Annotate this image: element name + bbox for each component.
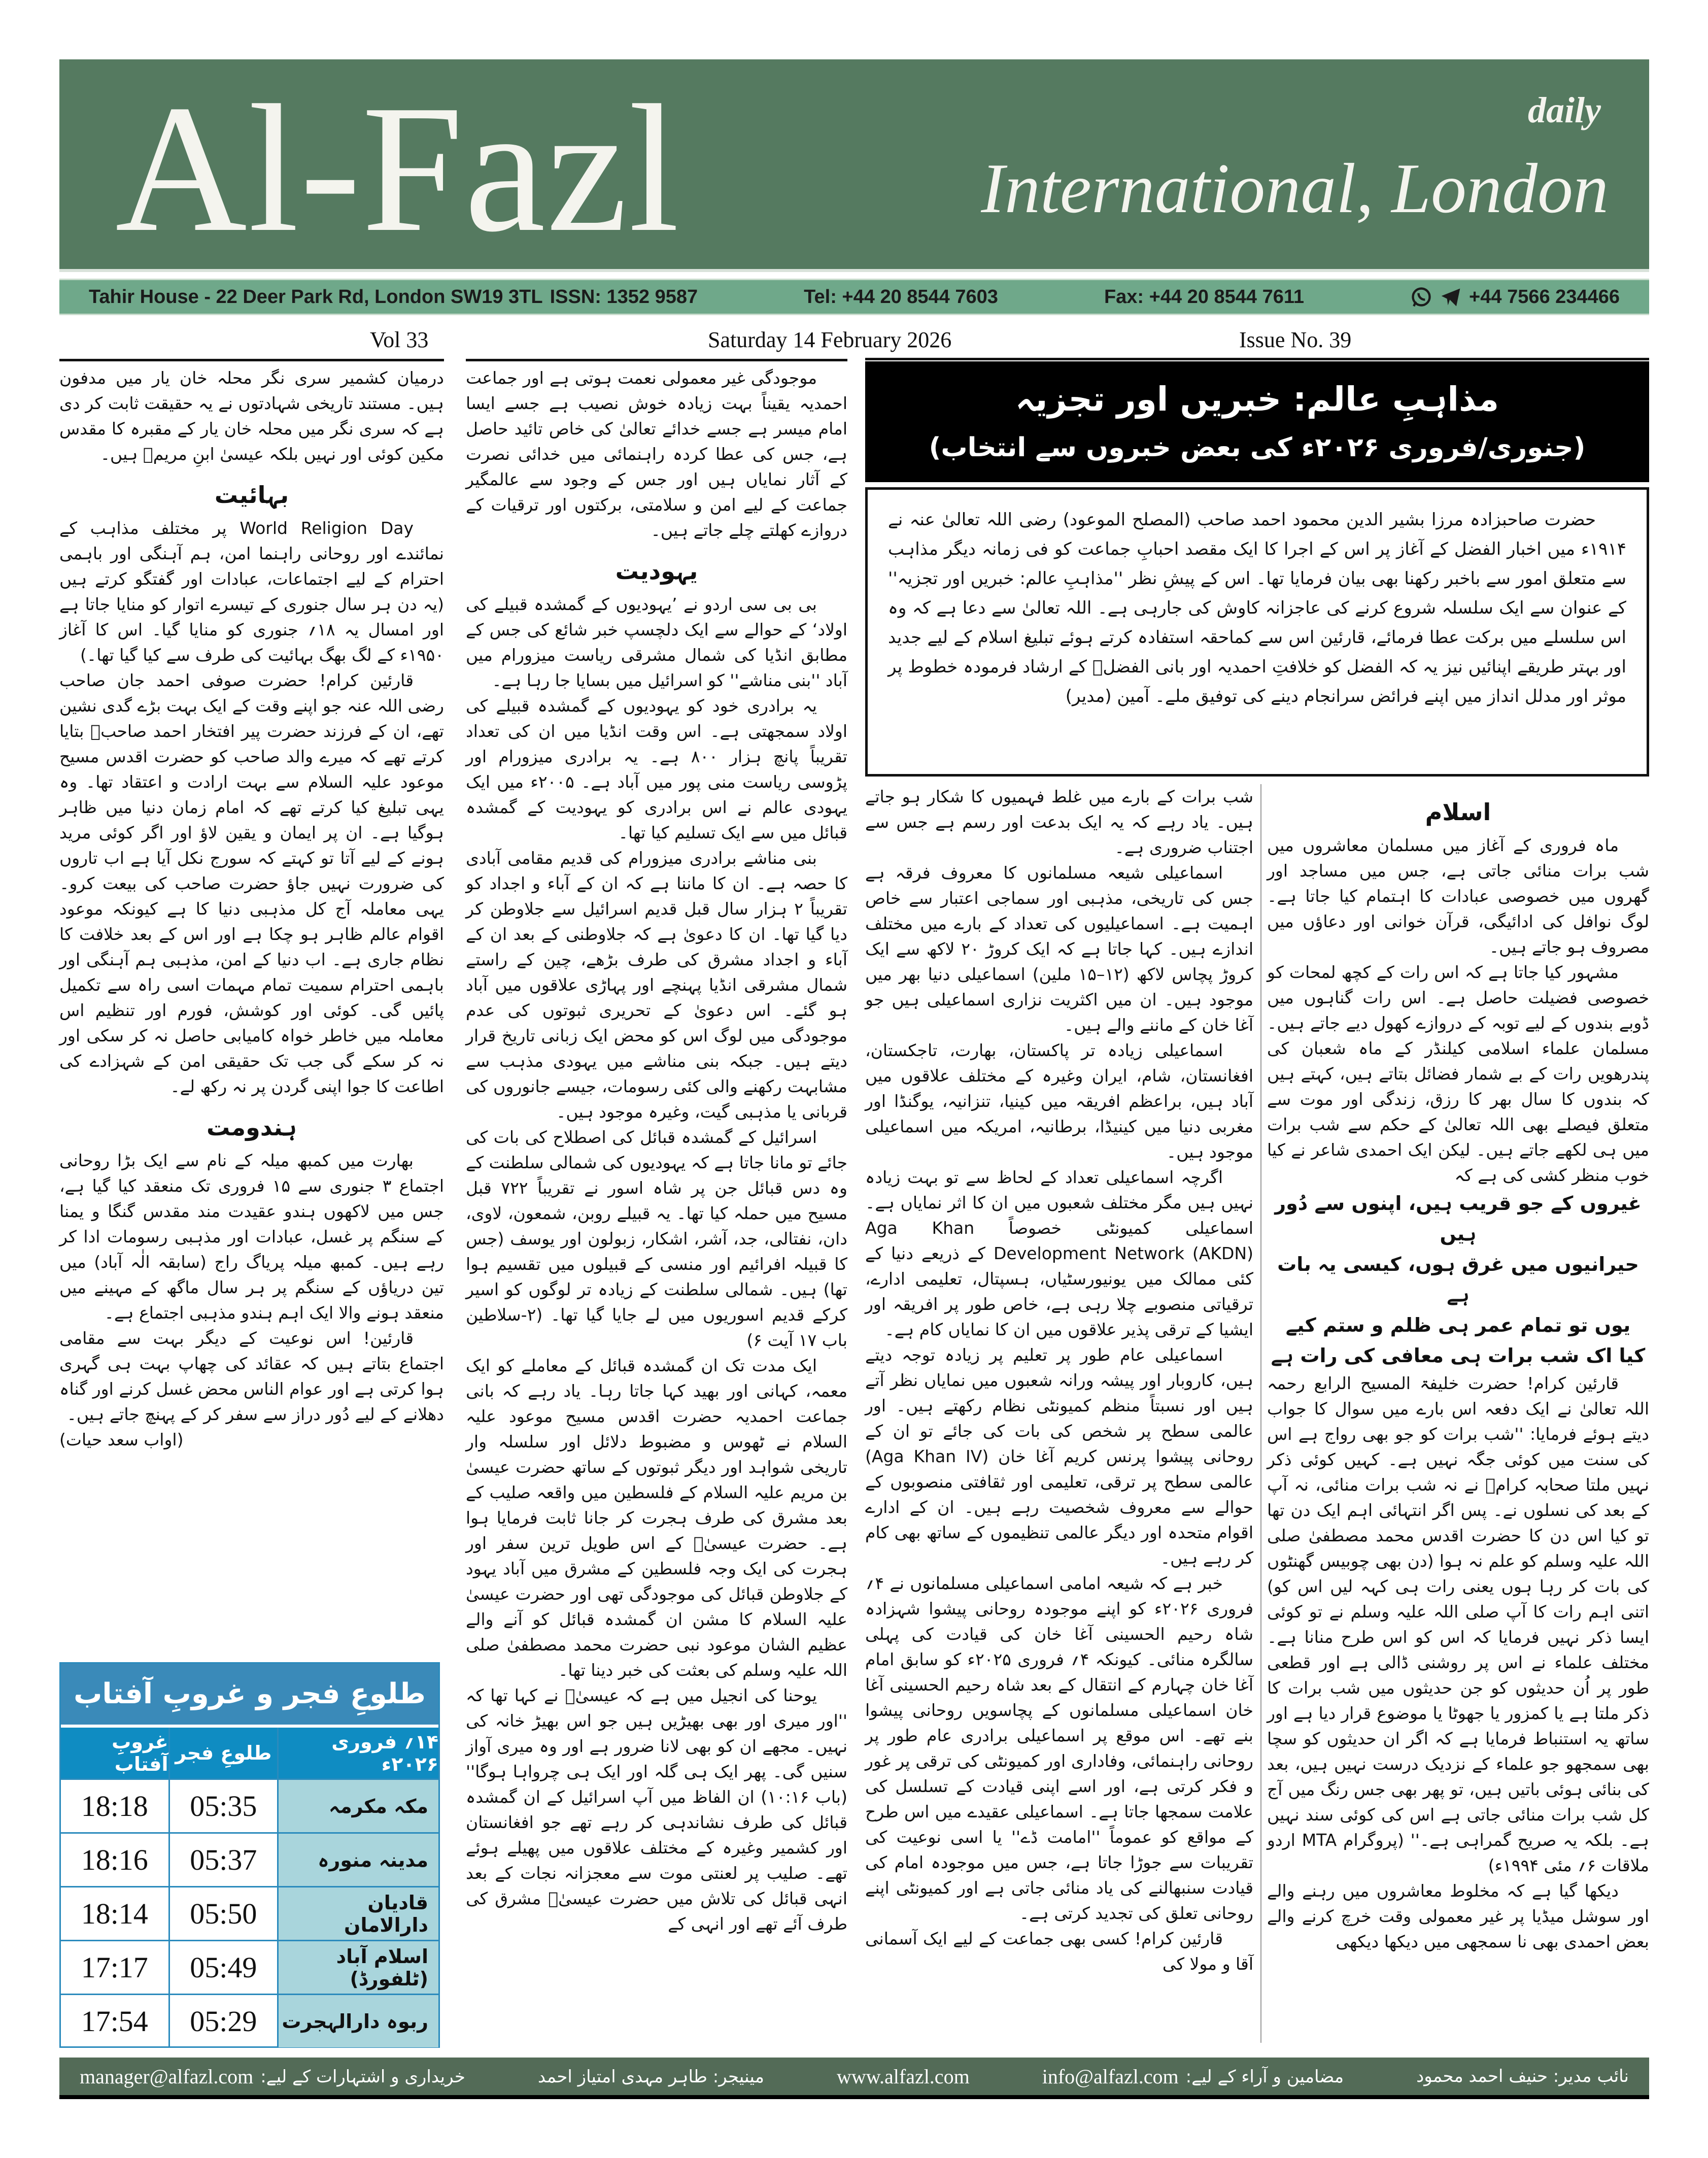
contact-bar — [59, 279, 1649, 315]
timetable-row — [61, 1832, 438, 1886]
city-name: ربوہ دارالہجرت — [277, 1995, 438, 2047]
timetable-row — [61, 1886, 438, 1940]
sunset-time: 18:14 — [81, 1897, 148, 1930]
daily-label: daily — [1528, 90, 1601, 130]
section-subtitle: (جنوری/فروری ۲۰۲۶ء کی بعض خبروں سے انتخاب) — [929, 432, 1586, 463]
article-paragraph: اسماعیلی شیعہ مسلمانوں کا معروف فرقہ ہے جس کی تاریخی، مذہبی اور سماجی اعتبار سے خاص اہمیت ہے۔ اسماعیلیوں کی تعداد کے بارے میں مختلف اندازے ہیں۔ کہا جاتا ہے کہ ایک کروڑ ۲۰ لاکھ سے ایک کروڑ پچاس لاکھ (۱۲–۱۵ ملین) اسماعیلی دنیا بھر میں موجود ہیں۔ ان میں اکثریت نزاری اسماعیلی ہیں جو آغا خان کے ماننے والے ہیں۔ — [865, 863, 1253, 1035]
section-title: مذاہبِ عالم: خبریں اور تجزیہ — [1015, 380, 1499, 419]
manager: مینیجر: طاہر مہدی امتیاز احمد — [537, 2066, 764, 2087]
fajr-time: 05:50 — [168, 1887, 278, 1940]
article-paragraph: بھارت میں کمبھ میلہ کے نام سے ایک بڑا روحانی اجتماع ۳ جنوری سے ۱۵ فروری تک منعقد کیا گیا ہے، جس میں لاکھوں ہندو عقیدت مند مقدس گنگا و یمنا کے سنگم پر غسل، عبادات اور مذہبی رسومات ادا کر رہے ہیں۔ کمبھ میلہ پریاگ راج (سابقہ الٰہ آباد) میں تین دریاؤں کے سنگم پر ہر سال ماگھ کے مہینے میں منعقد ہونے والا ایک اہم ہندو مذہبی اجتماع ہے۔ — [59, 1151, 444, 1323]
fajr-time: 05:29 — [168, 1995, 278, 2047]
timetable-row — [61, 1940, 438, 1994]
verse-line: غیروں کے جو قریب ہیں، اپنوں سے دُور ہیں — [1275, 1192, 1642, 1245]
messaging-contact — [1410, 286, 1620, 308]
mobile-number: +44 7566 234466 — [1469, 286, 1620, 308]
article-paragraph: دیکھا گیا ہے کہ مخلوط معاشروں میں رہنے والے اور سوشل میڈیا پر غیر معمولی وقت خرچ کرنے والے بعض احمدی بھی نا سمجھی میں دیکھا دیکھی — [1267, 1881, 1649, 1951]
city-name: قادیان دارالامان — [277, 1887, 438, 1940]
column-divider — [1260, 784, 1261, 2043]
address — [89, 286, 698, 308]
sunset-time: 17:17 — [81, 1951, 148, 1984]
column-rule — [59, 359, 444, 361]
article-paragraph: قارئین! اس نوعیت کے دیگر بہت سے مقامی اجتماع بتاتے ہیں کہ عقائد کی چھاپ بہت ہی گہری ہوا کرتی ہے اور عوام الناس محض غسل کرنے اور گناہ دھلانے کے لیے دُور دراز سے سفر کر کے پہنچ جاتے ہیں۔ — [59, 1328, 444, 1424]
sunset-time: 18:16 — [81, 1843, 148, 1876]
section-heading: ہندومت — [206, 1114, 297, 1141]
article-paragraph: موجودگی غیر معمولی نعمت ہوتی ہے اور جماعت احمدیہ یقیناً بہت زیادہ خوش نصیب ہے جسے ایسا امام میسر ہے جسے خدائے تعالیٰ کی خاص تائید حاصل ہے، جس کی عطا کردہ راہنمائی میں خدائی نصرت کے آثار نمایاں ہیں اور جس کے وجود سے عالمگیر جماعت کے لیے امن و سلامتی، برکتوں اور ترقیات کے دروازے کھلتے چلے جاتے ہیں۔ — [466, 368, 847, 540]
column-rule — [466, 359, 847, 361]
fajr-time: 05:49 — [168, 1941, 278, 1994]
article-paragraph: قارئین کرام! کسی بھی جماعت کے لیے ایک آسمانی آقا و مولا کی — [865, 1929, 1253, 1974]
masthead — [59, 59, 1649, 272]
articles-label: مضامین و آراء کے لیے: — [1185, 2066, 1344, 2087]
article-paragraph: قارئین کرام! حضرت صوفی احمد جان صاحب رضی اللہ عنہ جو اپنے وقت کے ایک بہت بڑے گدی نشین تھے، ان کے فرزند حضرت پیر افتخار احمد صاحبؓ بتایا کرتے تھے کہ میرے والد صاحب کو حضرت اقدس مسیح موعود علیہ السلام سے بہت ارادت و اعتقاد تھا۔ وہ یہی تبلیغ کیا کرتے تھے کہ امام زمان دنیا میں ظاہر ہوگیا ہے۔ ان پر ایمان و یقین لاؤ اور اگر کوئی مرید ہونے کے لیے آتا تو کہتے کہ سورج نکل آیا ہے اب تاروں کی ضرورت نہیں جاؤ حضرت صاحب کی بیعت کرو۔ یہی معاملہ آج کل مذہبی دنیا کا ہے کیونکہ موعود اقوام عالم ظاہر ہو چکا ہے اور اس کے بعد خلافت کا نظام جاری ہے۔ اب دنیا کے امن، مذہبی ہم آہنگی اور باہمی احترام سمیت تمام مہمات اسی راہ سے تکمیل پائیں گی۔ کوئی اور کوشش، فورم اور تنظیم اس معاملہ میں خاطر خواہ کامیابی حاصل نہ کر سکی اور نہ کر سکے گی جب تک حقیقی امن کے شہزادے کی اطاعت کا جوا اپنی گردن پر نہ رکھ لے۔ — [59, 670, 444, 1096]
header-date: ۱۴؍ فروری ۲۰۲۶ء — [277, 1728, 438, 1778]
telephone: Tel: +44 20 8544 7603 — [804, 286, 998, 308]
address-text: Tahir House - 22 Deer Park Rd, London SW19 3TL — [89, 286, 543, 308]
article-paragraph: یہ برادری خود کو یہودیوں کے گمشدہ قبیلے کی اولاد سمجھتی ہے۔ اس وقت انڈیا میں ان کی تعداد تقریباً پانچ ہزار ۸۰۰ ہے۔ یہ برادری میزورام اور پڑوسی ریاست منی پور میں آباد ہے۔ ۲۰۰۵ء میں ایک یہودی عالم نے اس برادری کو یہودیت کے گمشدہ قبائل میں سے ایک تسلیم کیا تھا۔ — [466, 696, 847, 842]
issn: ISSN: 1352 9587 — [550, 286, 698, 308]
column-1 — [59, 365, 444, 1453]
article-paragraph: یوحنا کی انجیل میں ہے کہ عیسیٰؑ نے کہا تھا کہ ''اور میری اور بھی بھیڑیں ہیں جو اس بھیڑ خانہ کی نہیں۔ مجھے ان کو بھی لانا ضرور ہے اور وہ میری آواز سنیں گی۔ پھر ایک ہی گلہ اور ایک ہی چرواہا ہوگا'' (باب ۱۰:۱۶) ان الفاظ میں آپ اسرائیل کے ان گمشدہ قبائل کی طرف نشاندہی کر رہے تھے جو افغانستان اور کشمیر وغیرہ کے مختلف علاقوں میں پھیلے ہوئے تھے۔ صلیب پر لعنتی موت سے معجزانہ نجات کے بعد انہی قبائل کی تلاش میں حضرت عیسیٰؑ مشرق کی طرف آئے تھے اور انہی کے — [466, 1685, 847, 1934]
fax: Fax: +44 20 8544 7611 — [1104, 286, 1305, 308]
city-name: اسلام آباد (ٹلفورڈ) — [277, 1941, 438, 1994]
footer — [59, 2058, 1649, 2099]
newspaper-logo: Al-Fazl — [115, 67, 680, 269]
byline: (اواب سعد حیات) — [59, 1430, 184, 1449]
column-2 — [466, 365, 847, 1937]
article-paragraph: اسرائیل کے گمشدہ قبائل کی اصطلاح کی بات کی جائے تو مانا جاتا ہے کہ یہودیوں کی شمالی سلطنت کے وہ دس قبائل جن پر شاہ اسور نے تقریباً ۷۲۲ قبل مسیح میں حملہ کیا تھا۔ یہ قبیلے روبن، شمعون، لاوی، دان، نفتالی، جد، آشر، اشکار، زبولون اور یوسف (جس کا قبیلہ افرائیم اور منسی کے قبیلوں میں تقسیم ہوا تھا) ہیں۔ شمالی سلطنت کے زیادہ تر لوگوں کو اسیر کرکے قدیم اسوریوں میں لے جایا گیا تھا۔ (۲-سلاطین باب ۱۷ آیت ۶) — [466, 1127, 847, 1350]
article-paragraph: ایک مدت تک ان گمشدہ قبائل کے معاملے کو ایک معمہ، کہانی اور بھید کہا جاتا رہا۔ یاد رہے کہ بانی جماعت احمدیہ حضرت اقدس مسیح موعود علیہ السلام نے ٹھوس و مضبوط دلائل اور سلسلہ وار تاریخی شواہد اور دیگر ثبوتوں کے ساتھ حضرت عیسیٰ بن مریم علیہ السلام کے فلسطین میں واقعہ صلیب کے بعد مشرق کی طرف ہجرت کر جانا ثابت فرمایا ہوا ہے۔ حضرت عیسیٰؑ کے اس طویل ترین سفر اور ہجرت کی ایک وجہ فلسطین کے مشرق میں آباد یہود کے جلاوطن قبائل کی موجودگی تھی اور حضرت عیسیٰ علیہ السلام کا مشن ان گمشدہ قبائل کو آنے والے عظیم الشان موعود نبی حضرت محمد مصطفیٰ صلی اللہ علیہ وسلم کی بعثت کی خبر دینا تھا۔ — [466, 1356, 847, 1680]
issue-line — [59, 325, 1649, 355]
section-banner — [865, 361, 1649, 482]
article-paragraph: اسماعیلی زیادہ تر پاکستان، بھارت، تاجکستان، افغانستان، شام، ایران وغیرہ کے مختلف علاقوں میں آباد ہیں، براعظم افریقہ میں کینیا، تنزانیہ، یوگنڈا اور مغربی دنیا میں کینیڈا، برطانیہ، امریکہ میں اسماعیلی موجود ہیں۔ — [865, 1040, 1253, 1162]
ads-email[interactable]: manager@alfazl.com — [80, 2065, 254, 2088]
timetable-header — [61, 1728, 438, 1778]
city-name: مکہ مکرمہ — [277, 1780, 438, 1832]
issue-number: Issue No. 39 — [1239, 327, 1352, 352]
fajr-time: 05:37 — [168, 1834, 278, 1886]
section-heading: بہائیت — [214, 481, 289, 509]
header-fajr: طلوعِ فجر — [168, 1728, 278, 1778]
deputy-editor: نائب مدیر: حنیف احمد محمود — [1416, 2066, 1629, 2086]
article-paragraph: خبر ہے کہ شیعہ امامی اسماعیلی مسلمانوں نے ۴؍ فروری ۲۰۲۶ء کو اپنے موجودہ روحانی پیشوا شہزادہ شاہ رحیم الحسینی آغا خان کی قیادت کی پہلی سالگرہ منائی۔ کیونکہ ۴؍ فروری ۲۰۲۵ء کو سابق امام آغا خان چہارم کے انتقال کے بعد شاہ رحیم الحسینی آغا خان اسماعیلی مسلمانوں کے پچاسویں روحانی پیشوا بنے تھے۔ اس موقع پر اسماعیلی برادری عام طور پر روحانی راہنمائی، وفاداری اور کمیونٹی کی ترقی پر غور و فکر کرتی ہے، اور اسے اپنی قیادت کے تسلسل کی علامت سمجھا جاتا ہے۔ اسماعیلی عقیدے میں اس طرح کے مواقع کو عموماً ''امامت ڈے'' یا اسی نوعیت کی تقریبات سے جوڑا جاتا ہے، جس میں موجودہ امام کی قیادت سنبھالنے کی یاد منائی جاتی ہے اور کمیونٹی اپنے روحانی تعلق کی تجدید کرتی ہے۔ — [865, 1573, 1253, 1923]
timetable-title: طلوعِ فجر و غروبِ آفتاب — [61, 1664, 438, 1728]
verse-line: کیا اک شب برات ہی معافی کی رات ہے — [1271, 1344, 1646, 1367]
website-link[interactable]: www.alfazl.com — [836, 2065, 970, 2088]
section-heading: یہودیت — [615, 557, 698, 585]
timetable-row — [61, 1994, 438, 2047]
ads-label: خریداری و اشتہارات کے لیے: — [260, 2066, 465, 2087]
fajr-time: 05:35 — [168, 1780, 278, 1832]
article-paragraph: شب برات کے بارے میں غلط فہمیوں کا شکار ہو جاتے ہیں۔ یاد رہے کہ یہ ایک بدعت اور رسم ہے جس سے اجتناب ضروری ہے۔ — [865, 787, 1253, 857]
volume: Vol 33 — [370, 327, 429, 352]
timetable-body — [61, 1778, 438, 2047]
article-paragraph: اگرچہ اسماعیلی تعداد کے لحاظ سے تو بہت زیادہ نہیں ہیں مگر مختلف شعبوں میں ان کا اثر نمایاں ہے۔ اسماعیلی کمیونٹی خصوصاً Aga Khan Development Network (AKDN) کے ذریعے دنیا کے کئی ممالک میں یونیورسٹیاں، ہسپتال، تعلیمی ادارے، ترقیاتی منصوبے چلا رہی ہے، خاص طور پر افریقہ اور ایشیا کے ترقی پذیر علاقوں میں ان کا نمایاں کام ہے۔ — [865, 1167, 1253, 1339]
telegram-icon — [1440, 286, 1462, 308]
editor-intro: حضرت صاحبزادہ مرزا بشیر الدین محمود احمد صاحب (المصلح الموعود) رضی اللہ تعالیٰ عنہ نے ۱۹۱۴ء میں اخبار الفضل کے آغاز پر اس کے اجرا کا ایک مقصد احبابِ جماعت کو فی زمانہ دیگر مذاہب سے متعلق امور سے باخبر رکھنا بھی بیان فرمایا تھا۔ اس کے پیشِ نظر ''مذاہبِ عالم: خبریں اور تجزیہ'' کے عنوان سے ایک سلسلہ شروع کرنے کی عاجزانہ کاوش کی جارہی ہے۔ اللہ تعالیٰ سے دعا ہے کہ وہ اس سلسلے میں برکت عطا فرمائے، قارئین اس سے کماحقہ استفادہ کرتے ہوئے تبلیغ اسلام کے لیے جدید اور بہتر طریقے اپنائیں نیز یہ کہ الفضل کو خلافتِ احمدیہ اور بانی الفضلؓ کے ارشاد فرمودہ خطوط پر موثر اور مدلل انداز میں اپنے فرائض سرانجام دینے کی توفیق ملے۔ آمین (مدیر) — [888, 510, 1626, 706]
article-paragraph: مشہور کیا جاتا ہے کہ اس رات کے کچھ لمحات کو خصوصی فضیلت حاصل ہے۔ اس رات گناہوں میں ڈوبے بندوں کے لیے توبہ کے دروازے کھول دیے جاتے ہیں۔ مسلمان علماء اسلامی کیلنڈر کے ماہ شعبان کی پندرھویں رات کے بے شمار فضائل بتاتے ہیں، کہتے ہیں کہ بندوں کا سال بھر کا رزق، زندگی اور موت سے متعلق فیصلے بھی اللہ تعالیٰ کے حکم سے شب برات میں ہی لکھے جاتے ہیں۔ لیکن ایک احمدی شاعر نے کیا خوب منظر کشی کی ہے کہ — [1267, 962, 1649, 1185]
sunset-time: 17:54 — [81, 2005, 148, 2038]
article-paragraph: درمیان کشمیر سری نگر محلہ خان یار میں مدفون ہیں۔ مستند تاریخی شہادتوں نے یہ حقیقت ثابت کر دی ہے کہ سری نگر میں محلہ خان یار کے مقبرہ کا مقدس مکین کوئی اور نہیں بلکہ عیسیٰ ابنِ مریمؑ ہیں۔ — [59, 368, 444, 464]
articles-email[interactable]: info@alfazl.com — [1042, 2065, 1179, 2088]
column-3 — [865, 784, 1253, 1977]
issue-date: Saturday 14 February 2026 — [708, 327, 952, 352]
whatsapp-icon — [1410, 286, 1432, 308]
article-paragraph: قارئین کرام! حضرت خلیفۃ المسیح الرابع رحمہ اللہ تعالیٰ نے ایک دفعہ اس بارے میں سوال کا جواب دیتے ہوئے فرمایا: ''شب برات کو جو بھی رواج ہے اس کی سنت میں کوئی جگہ نہیں ہے۔ کہیں کوئی ذکر نہیں ملتا صحابہ کرامؓ نے نہ شب برات منائی، نہ آپ کے بعد کی نسلوں نے۔ پس اگر انتہائی اہم ایک دن تھا تو کیا اس دن کا حضرت اقدس محمد مصطفیٰ صلی اللہ علیہ وسلم کو علم نہ ہوا (دن بھی چوبیس گھنٹوں کی بات کر رہا ہوں یعنی رات ہی کہہ لیں اس کو) اتنی اہم رات کا آپ صلی اللہ علیہ وسلم نے تو کوئی ایسا ذکر نہیں فرمایا کہ اس کو اس طرح منانا ہے۔ مختلف علماء نے اس پر روشنی ڈالی ہے اور قطعی طور پر اُن حدیثوں کو جن حدیثوں میں شب برات کا ذکر ملتا ہے یا کمزور یا جھوٹا یا موضوع قرار دیا ہے اور ساتھ یہ استنباط فرمایا ہے کہ اگر ان حدیثوں کو سچا بھی سمجھو جو علماء کے نزدیک درست نہیں ہیں، بعد کی بنائی ہوئی باتیں ہیں، تو پھر بھی جس رنگ میں آج کل شب برات منائی جاتی ہے اس کی کوئی سند نہیں ہے۔ بلکہ یہ صریح گمراہی ہے۔'' (پروگرام MTA اردو ملاقات ۶؍ مئی ۱۹۹۴ء) — [1267, 1373, 1649, 1875]
verse-line: یوں تو تمام عمر ہی ظلم و ستم کیے — [1285, 1314, 1631, 1336]
editor-intro-box — [865, 487, 1649, 777]
article-paragraph: ماہ فروری کے آغاز میں مسلمان معاشروں میں شب برات منائی جاتی ہے، جس میں مساجد اور گھروں میں خصوصی عبادات کا اہتمام کیا جاتا ہے۔ لوگ نوافل کی ادائیگی، قرآن خوانی اور دعاؤں میں مصروف ہو جاتے ہیں۔ — [1267, 835, 1649, 957]
ads-contact — [80, 2065, 465, 2088]
column-4 — [1267, 784, 1649, 1954]
article-paragraph: World Religion Day پر مختلف مذاہب کے نمائندے اور روحانی راہنما امن، ہم آہنگی اور باہمی احترام کے لیے اجتماعات، عبادات اور گفتگو کرتے ہیں (یہ دن ہر سال جنوری کے تیسرے اتوار کو منایا جاتا ہے اور امسال یہ ۱۸؍ جنوری کو منایا گیا۔ اس کا آغاز ۱۹۵۰ء کے لگ بھگ بہائیت کی طرف سے کیا گیا تھا۔) — [59, 518, 444, 665]
city-name: مدینہ منورہ — [277, 1834, 438, 1886]
section-heading: اسلام — [1425, 798, 1491, 826]
column-rule — [865, 358, 1649, 360]
articles-contact — [1042, 2065, 1344, 2088]
masthead-subtitle: International, London — [981, 149, 1609, 228]
header-sunset: غروبِ آفتاب — [112, 1731, 168, 1775]
timetable-row — [61, 1778, 438, 1832]
prayer-timetable — [59, 1662, 440, 2048]
article-paragraph: بی بی سی اردو نے ’یہودیوں کے گمشدہ قبیلے کی اولاد‘ کے حوالے سے ایک دلچسپ خبر شائع کی جس کے مطابق انڈیا کی شمال مشرقی ریاست میزورام میں آباد ''بنی مناشے'' کو اسرائیل میں بسایا جا رہا ہے۔ — [466, 594, 847, 690]
article-paragraph: بنی مناشے برادری میزورام کی قدیم مقامی آبادی کا حصہ ہے۔ ان کا ماننا ہے کہ ان کے آباء و اجداد کو تقریباً ۲ ہزار سال قبل قدیم اسرائیل سے جلاوطن کر دیا گیا تھا۔ ان کا دعویٰ ہے کہ جلاوطنی کے بعد ان کے آباء و اجداد مشرق کی طرف بڑھے، چین کے راستے شمال مشرقی انڈیا پہنچے اور پہاڑی علاقوں میں آباد ہو گئے۔ اس دعویٰ کے تحریری ثبوتوں کی عدم موجودگی میں لوگ اس کو محض ایک زبانی تاریخ قرار دیتے ہیں۔ جبکہ بنی مناشے میں یہودی مذہب سے مشابہت رکھنے والی کئی رسومات، جیسے جانوروں کی قربانی یا مذہبی گیت، وغیرہ موجود ہیں۔ — [466, 848, 847, 1122]
sunset-time: 18:18 — [81, 1790, 148, 1823]
verse-line: حیرانیوں میں غرق ہوں، کیسی یہ بات ہے — [1277, 1253, 1639, 1306]
article-paragraph: اسماعیلی عام طور پر تعلیم پر زیادہ توجہ دیتے ہیں، کاروبار اور پیشہ ورانہ شعبوں میں نمایاں نظر آتے ہیں اور نسبتاً منظم کمیونٹی نظام رکھتے ہیں۔ اور عالمی سطح پر شخص کی بات کی جائے تو ان کے روحانی پیشوا پرنس کریم آغا خان (Aga Khan IV) عالمی سطح پر ترقی، تعلیمی اور ثقافتی منصوبوں کے حوالے سے معروف شخصیت رہے ہیں۔ ان کے ادارے اقوام متحدہ اور دیگر عالمی تنظیموں کے ساتھ بھی کام کر رہے ہیں۔ — [865, 1345, 1253, 1568]
